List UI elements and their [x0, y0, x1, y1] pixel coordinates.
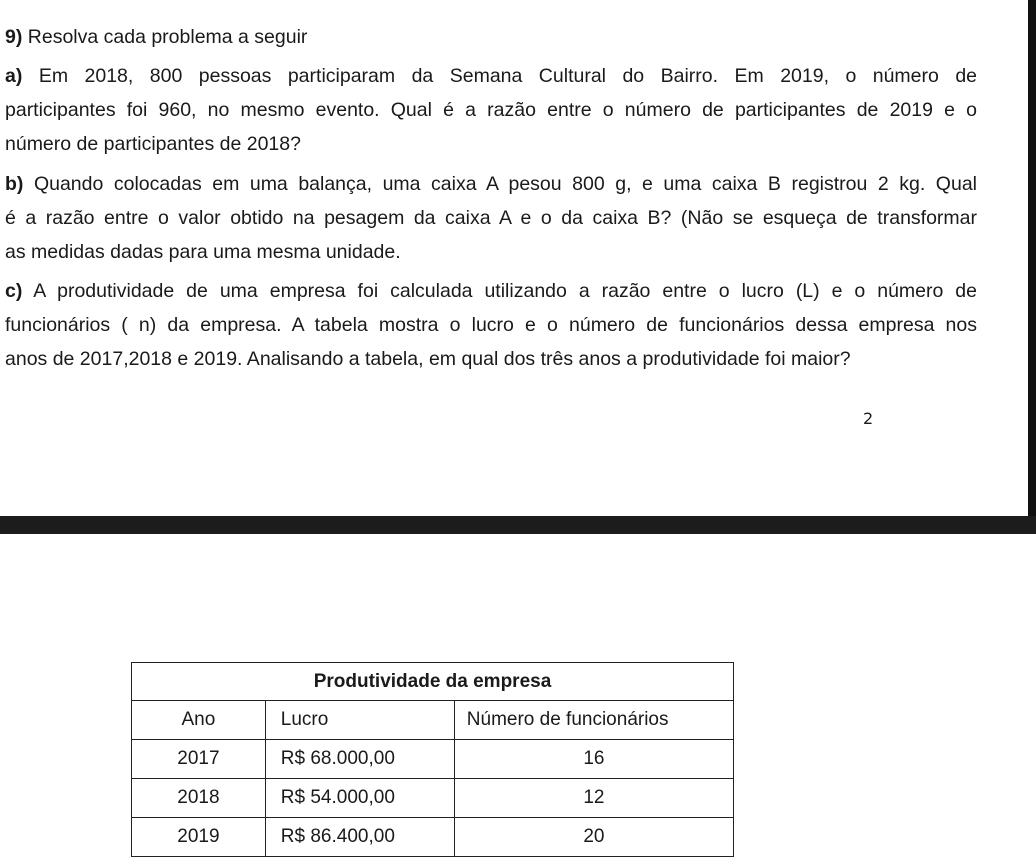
cell-funcionarios: 20: [454, 818, 733, 857]
cell-ano: 2019: [132, 818, 266, 857]
item-c-line-3: anos de 2017,2018 e 2019. Analisando a tabela, em qual dos três anos a produtividade foi maior?: [5, 348, 851, 370]
header-lucro: Lucro: [265, 701, 454, 740]
table-caption-row: [132, 663, 734, 701]
cell-ano: 2017: [132, 740, 266, 779]
cell-lucro: R$ 68.000,00: [265, 740, 454, 779]
page-divider: [0, 516, 1036, 534]
cell-funcionarios: 12: [454, 779, 733, 818]
header-ano: Ano: [132, 701, 266, 740]
question-title: Resolva cada problema a seguir: [27, 26, 308, 48]
question-heading: [5, 25, 307, 49]
item-c-label: c): [5, 280, 23, 302]
productivity-table: [131, 662, 734, 857]
cell-ano: 2018: [132, 779, 266, 818]
item-a-line-2: participantes foi 960, no mesmo evento. Qual é a razão entre o número de participantes de 2019 e o: [5, 99, 977, 121]
cell-funcionarios: 16: [454, 740, 733, 779]
page-edge-shadow: [1028, 0, 1036, 534]
header-funcionarios: Número de funcionários: [454, 701, 733, 740]
table-row: [132, 779, 734, 818]
question-number: 9): [5, 26, 23, 48]
item-a-line-3: número de participantes de 2018?: [5, 133, 301, 155]
table-caption: Produtividade da empresa: [132, 663, 734, 701]
item-b-line-3: as medidas dadas para uma mesma unidade.: [5, 241, 401, 263]
cell-lucro: R$ 86.400,00: [265, 818, 454, 857]
table-header-row: [132, 701, 734, 740]
cell-lucro: R$ 54.000,00: [265, 779, 454, 818]
page-number: 2: [863, 409, 874, 428]
item-a-label: a): [5, 65, 23, 87]
item-b-label: b): [5, 173, 24, 195]
item-c-line-1: c) A produtividade de uma empresa foi calculada utilizando a razão entre o lucro (L) e o número de: [5, 280, 977, 302]
item-b-line-1: b) Quando colocadas em uma balança, uma caixa A pesou 800 g, e uma caixa B registrou 2 kg. Qual: [5, 173, 977, 195]
table-row: [132, 818, 734, 857]
table-row: [132, 740, 734, 779]
item-a-line-1: a) Em 2018, 800 pessoas participaram da Semana Cultural do Bairro. Em 2019, o número de: [5, 65, 978, 87]
item-c-line-2: funcionários ( n) da empresa. A tabela mostra o lucro e o número de funcionários dessa empresa nos: [5, 314, 977, 336]
item-b-line-2: é a razão entre o valor obtido na pesagem da caixa A e o da caixa B? (Não se esqueça de transformar: [5, 207, 977, 229]
